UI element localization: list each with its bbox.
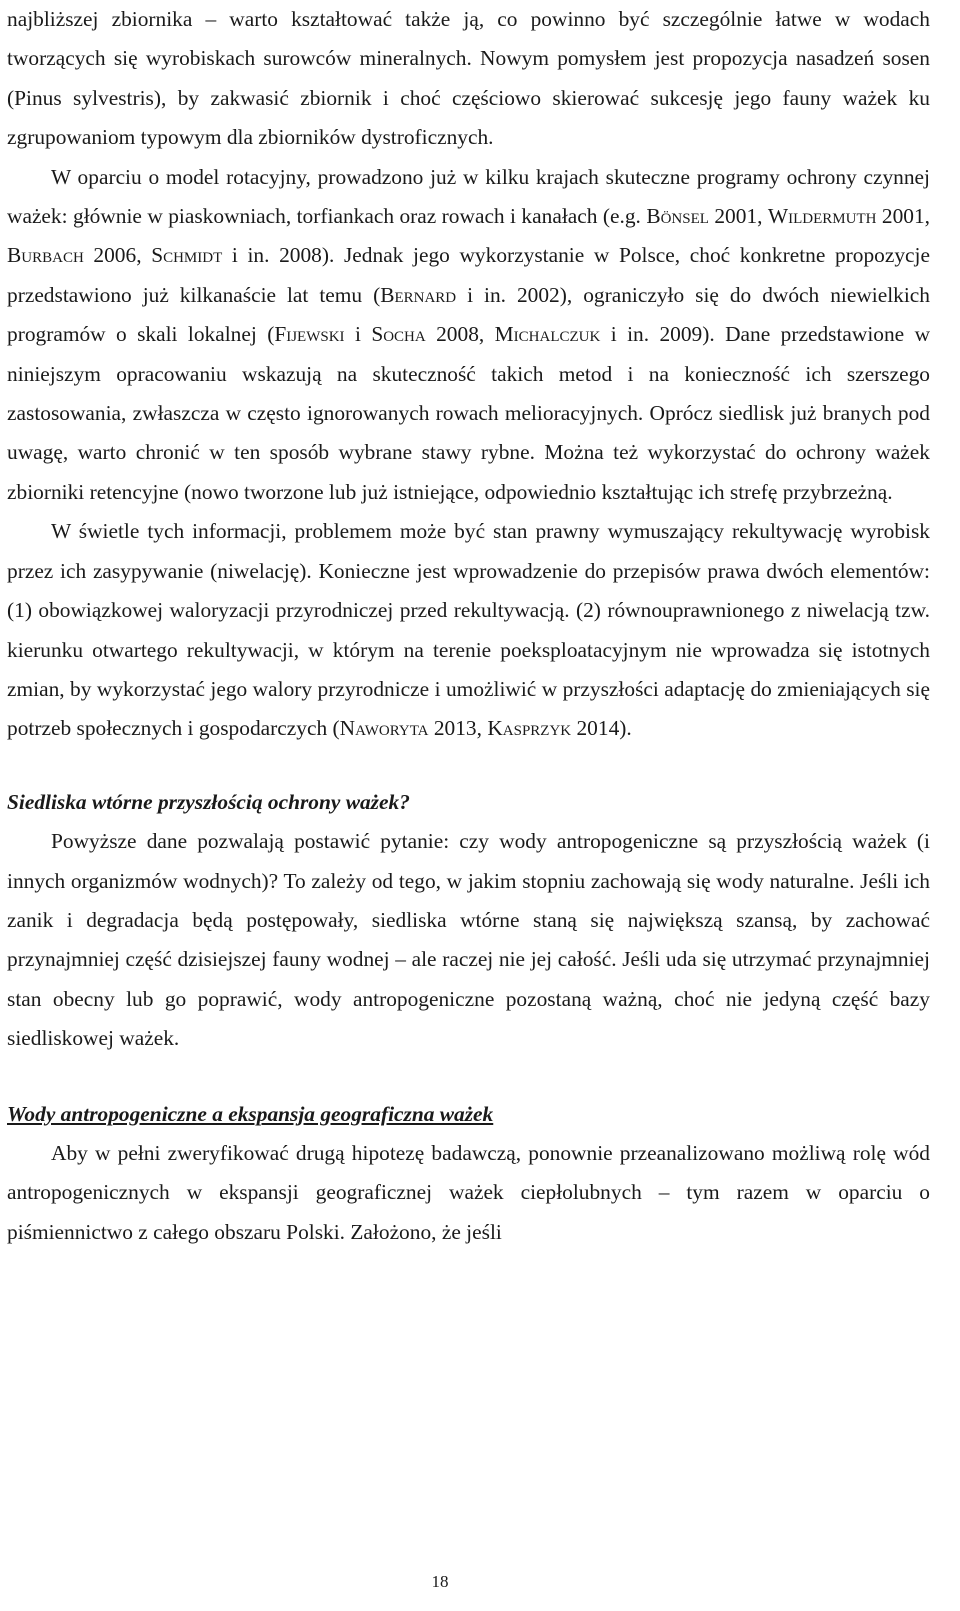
document-page [7,0,930,1252]
paragraph-3: W świetle tych informacji, problemem może być stan prawny wymuszający rekultywację wyrobisk przez ich zasypywanie (niwelację). Konieczne jest wprowadzenie do przepisów prawa dwóch elementów: (1) obowiązkowej waloryzacji przyrodniczej przed rekultywacją. (2) równouprawnionego z niwelacją tzw. kierunku otwartego rekultywacji, w którym na terenie poeksploatacyjnym nie wprowadza się istotnych zmian, by wykorzystać jego walory przyrodnicze i umożliwić w przyszłości adaptację do zmieniających się potrzeb społecznych i gospodarczych (Naworyta 2013, Kasprzyk 2014). [7,519,930,741]
author-citation: Bernard [380,282,457,307]
paragraph-5: Aby w pełni zweryfikować drugą hipotezę badawczą, ponownie przeanalizowano możliwą rolę wód antropogenicznych w ekspansji geograficznej ważek ciepłolubnych – tym razem w oparciu o piśmiennictwo z całego obszaru Polski. Założono, że jeśli [7,1140,930,1244]
spacer [7,1059,930,1095]
page-number: 18 [431,1572,449,1591]
paragraph-1: najbliższej zbiornika – warto kształtować także ją, co powinno być szczególnie łatwe w wodach tworzących się wyrobiskach surowców mineralnych. Nowym pomysłem jest propozycja nasadzeń sosen (Pinus sylvestris), by zakwasić zbiornik i choć częściowo skierować sukcesję jego fauny ważek ku zgrupowaniom typowym dla zbiorników dystroficznych. [7,7,930,150]
author-citation: Naworyta [339,716,429,741]
section-heading-secondary-habitats: Siedliska wtórne przyszłością ochrony ważek? [7,789,410,814]
paragraph-2: W oparciu o model rotacyjny, prowadzono już w kilku krajach skuteczne programy ochrony czynnej ważek: głównie w piaskowniach, torfiankach oraz rowach i kanałach (e.g. Bönsel 2001, Wildermuth 2001, Burbach 2006, Schmidt i in. 2008). Jednak jego wykorzystanie w Polsce, choć konkretne propozycje przedstawiono już kilkanaście lat temu (Bernard i in. 2002), ograniczyło się do dwóch niewielkich programów o skali lokalnej (Fijewski i Socha 2008, Michalczuk i in. 2009). Dane przedstawione w niniejszym opracowaniu wskazują na skuteczność takich metod i na konieczność ich szerszego zastosowania, zwłaszcza w często ignorowanych rowach melioracyjnych. Oprócz siedlisk już branych pod uwagę, warto chronić w ten sposób wybrane stawy rybne. Można też wykorzystać do ochrony ważek zbiorniki retencyjne (nowo tworzone lub już istniejące, odpowiednio kształtując ich strefę przybrzeżną. [7,164,931,504]
author-citation: Schmidt [151,243,223,268]
author-citation: Kasprzyk [487,716,572,741]
author-citation: Fijewski [274,322,345,347]
author-citation: Socha [371,322,426,347]
author-citation: Burbach [7,243,84,268]
section-heading-anthropogenic-waters: Wody antropogeniczne a ekspansja geograficzna ważek [7,1101,494,1126]
author-citation: Bönsel [646,204,709,229]
author-citation: Michalczuk [494,322,601,347]
author-citation: Wildermuth [767,204,877,229]
spacer [7,749,930,783]
paragraph-4: Powyższe dane pozwalają postawić pytanie: czy wody antropogeniczne są przyszłością ważek (i innych organizmów wodnych)? To zależy od tego, w jakim stopniu zachowają się wody naturalne. Jeśli ich zanik i degradacja będą postępowały, siedliska wtórne staną się największą szansą, by zachować przynajmniej część dzisiejszej fauny wodnej – ale raczej nie jej całość. Jeśli uda się utrzymać przynajmniej stan obecny lub go poprawić, wody antropogeniczne pozostaną ważną, choć nie jedyną część bazy siedliskowej ważek. [7,829,930,1051]
